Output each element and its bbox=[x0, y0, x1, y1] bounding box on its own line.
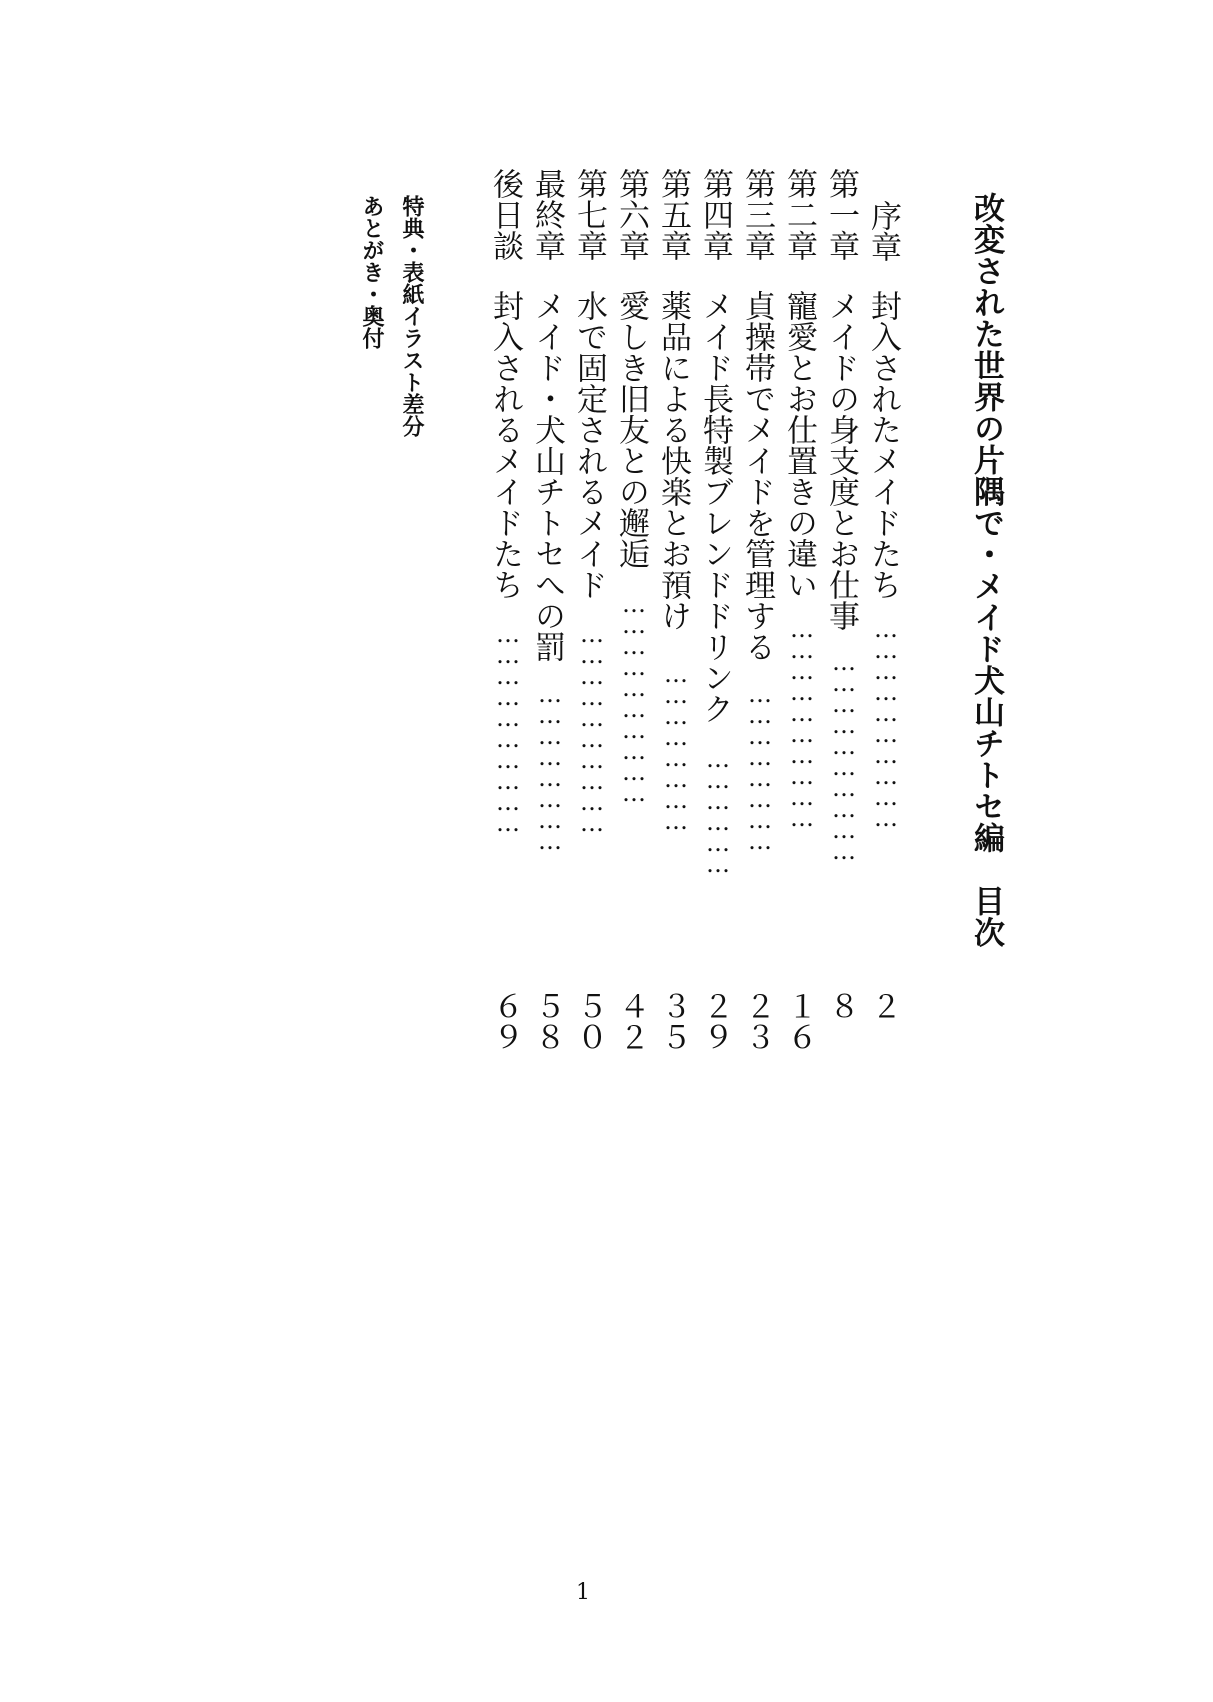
toc-chapter-label: 第六章 bbox=[613, 168, 649, 261]
toc-chapter-label: 序章 bbox=[865, 200, 901, 262]
toc-page-number: ３５ bbox=[655, 990, 691, 1052]
toc-chapter-label: 第二章 bbox=[781, 168, 817, 261]
toc-page-number: １６ bbox=[781, 990, 817, 1052]
toc-chapter-label: 第七章 bbox=[571, 168, 607, 261]
toc-page-number: ５８ bbox=[529, 990, 565, 1052]
toc-chapter-title: 水で固定されるメイド bbox=[571, 290, 607, 600]
toc-chapter-title: メイド長特製ブレンドドリンク bbox=[697, 290, 733, 724]
toc-entry bbox=[648, 0, 691, 1702]
toc-entry bbox=[858, 0, 901, 1702]
toc-leader-dots: ………………………… bbox=[494, 620, 522, 830]
toc-page-number: ５０ bbox=[571, 990, 607, 1052]
toc-chapter-title: メイドの身支度とお仕事 bbox=[823, 290, 859, 631]
toc-chapter-label: 最終章 bbox=[529, 168, 565, 261]
toc-chapter-label: 第三章 bbox=[739, 168, 775, 261]
toc-extra-afterword: あとがき・奥付 bbox=[359, 195, 384, 349]
toc-entry bbox=[774, 0, 817, 1702]
toc-leader-dots: …………………… bbox=[536, 680, 564, 848]
toc-page-number: ２ bbox=[865, 990, 901, 1021]
toc-chapter-title: 貞操帯でメイドを管理する bbox=[739, 290, 775, 662]
toc-leader-dots: …………………… bbox=[746, 680, 774, 848]
toc-entry bbox=[690, 0, 733, 1702]
toc-chapter-title: 封入されるメイドたち bbox=[487, 290, 523, 600]
page-number: 1 bbox=[576, 1580, 590, 1605]
toc-leader-dots: ………………………… bbox=[578, 620, 606, 830]
toc-entry bbox=[480, 0, 523, 1702]
toc-leader-dots: ………………………… bbox=[788, 615, 816, 825]
toc-leader-dots: ………………………… bbox=[872, 615, 900, 825]
toc-page-number: ２３ bbox=[739, 990, 775, 1052]
toc-chapter-title: 封入されたメイドたち bbox=[865, 290, 901, 600]
toc-chapter-label: 第一章 bbox=[823, 168, 859, 261]
toc-chapter-title: 寵愛とお仕置きの違い bbox=[781, 290, 817, 600]
toc-leader-dots: ………………………… bbox=[830, 648, 858, 858]
toc-entry bbox=[816, 0, 859, 1702]
toc-chapter-label: 第五章 bbox=[655, 168, 691, 261]
toc-heading: 改変された世界の片隅で・メイド犬山チトセ編 目次 bbox=[968, 192, 1004, 948]
toc-chapter-label: 第四章 bbox=[697, 168, 733, 261]
toc-entry bbox=[732, 0, 775, 1702]
toc-page-number: ２９ bbox=[697, 990, 733, 1052]
toc-entry bbox=[522, 0, 565, 1702]
toc-entry bbox=[564, 0, 607, 1702]
toc-chapter-label: 後日談 bbox=[487, 168, 523, 261]
toc-entry bbox=[606, 0, 649, 1702]
toc-leader-dots: ………………………… bbox=[620, 590, 648, 800]
toc-page-number: ４２ bbox=[613, 990, 649, 1052]
toc-extra-bonus: 特典・表紙イラスト差分 bbox=[399, 195, 424, 437]
toc-chapter-title: 薬品による快楽とお預け bbox=[655, 290, 691, 631]
toc-leader-dots: ……………… bbox=[704, 745, 732, 871]
toc-leader-dots: …………………… bbox=[662, 660, 690, 828]
toc-chapter-title: 愛しき旧友との邂逅 bbox=[613, 290, 649, 569]
toc-page-number: ６９ bbox=[487, 990, 523, 1052]
toc-page-number: ８ bbox=[823, 990, 859, 1021]
toc-chapter-title: メイド・犬山チトセへの罰 bbox=[529, 290, 565, 662]
